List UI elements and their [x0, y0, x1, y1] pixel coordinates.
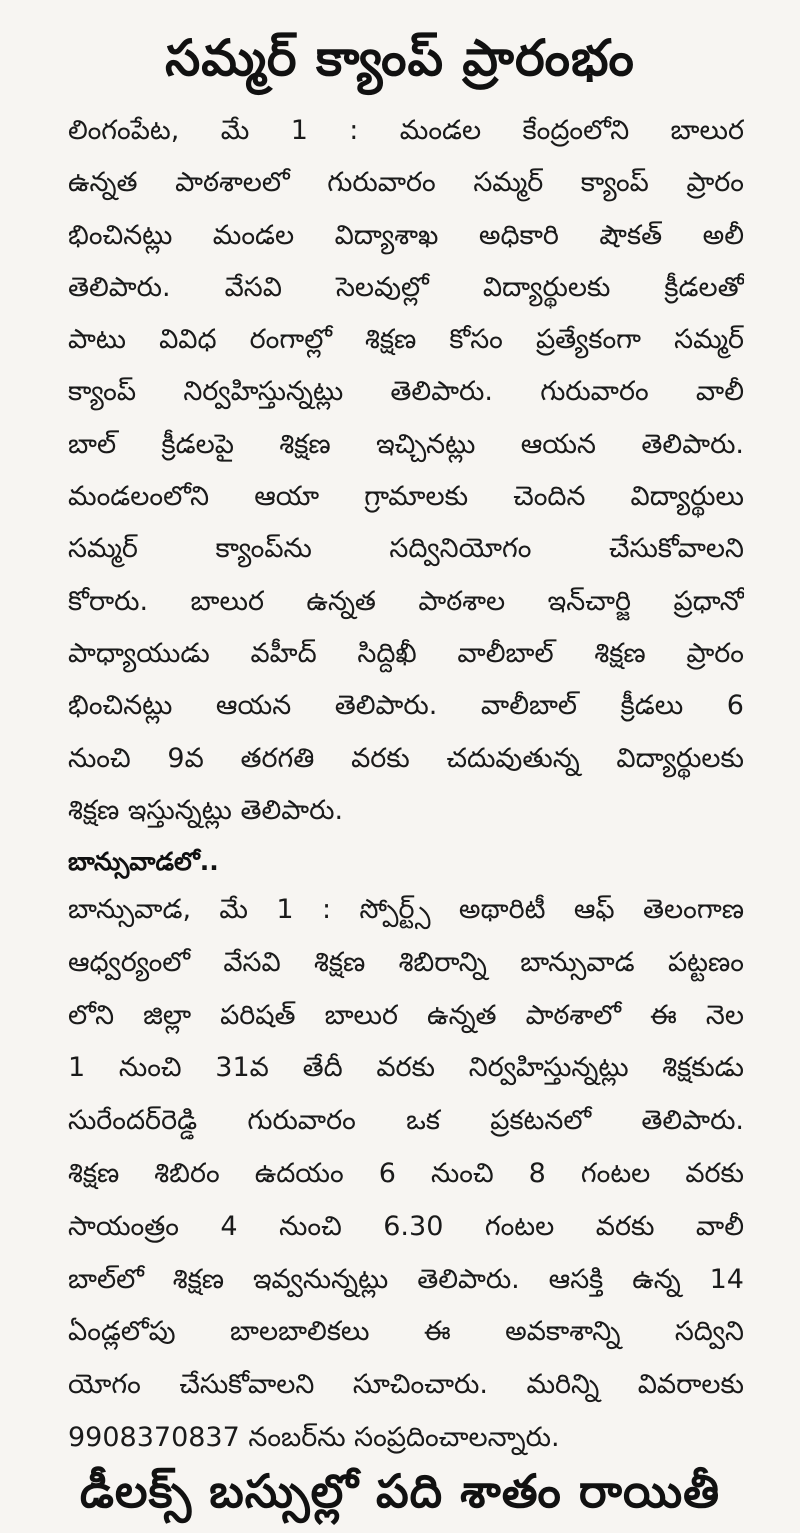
body-line: లింగంపేట, మే 1 : మండల కేంద్రంలోని బాలుర	[68, 115, 744, 146]
section-subheading: బాన్సువాడలో..	[68, 847, 219, 876]
body-line: బాల్ క్రీడలపై శిక్షణ ఇచ్చినట్లు ఆయన తెలిపారు.	[68, 428, 744, 460]
body-line: 1 నుంచి 31వ తేదీ వరకు నిర్వహిస్తున్నట్లు శిక్షకుడు	[68, 1052, 744, 1084]
body-line: పాటు వివిధ రంగాల్లో శిక్షణ కోసం ప్రత్యేకంగా సమ్మర్	[68, 324, 744, 356]
body-line: బాల్‌లో శిక్షణ ఇవ్వనున్నట్లు తెలిపారు. ఆసక్తి ఉన్న 14	[68, 1263, 744, 1295]
body-line: ఆధ్వర్యంలో వేసవి శిక్షణ శిబిరాన్ని బాన్సువాడ పట్టణం	[68, 946, 744, 978]
article-body-lingampet	[68, 105, 744, 840]
body-line: సురేందర్‌రెడ్డి గురువారం ఒక ప్రకటనలో తెలిపారు.	[68, 1105, 744, 1137]
body-line: సమ్మర్ క్యాంప్‌ను సద్వినియోగం చేసుకోవాలని	[68, 533, 744, 565]
body-line: బాన్సువాడ, మే 1 : స్పోర్ట్స్ అథారిటీ ఆఫ్ తెలంగాణ	[68, 894, 744, 925]
body-line: నుంచి 9వ తరగతి వరకు చదువుతున్న విద్యార్థులకు	[68, 742, 744, 774]
body-line: లోని జిల్లా పరిషత్ బాలుర ఉన్నత పాఠశాలో ఈ నెల	[68, 999, 744, 1031]
cut-off-previous-text	[0, 0, 800, 10]
body-line: సాయంత్రం 4 నుంచి 6.30 గంటల వరకు వాలీ	[68, 1210, 744, 1242]
article-body-banswada	[68, 884, 744, 1453]
body-line: 9908370837 నంబర్‌ను సంప్రదించాలన్నారు.	[68, 1421, 560, 1453]
body-line: కోరారు. బాలుర ఉన్నత పాఠశాల ఇన్‌చార్జి ప్రధానో	[68, 585, 744, 617]
body-line: క్యాంప్ నిర్వహిస్తున్నట్లు తెలిపారు. గురువారం వాలీ	[68, 376, 744, 408]
body-line: తెలిపారు. వేసవి సెలవుల్లో విద్యార్థులకు క్రీడలతో	[68, 271, 744, 303]
next-article-headline: డీలక్స్ బస్సుల్లో పది శాతం రాయితీ	[79, 1464, 721, 1518]
body-line: ఉన్నత పాఠశాలలో గురువారం సమ్మర్ క్యాంప్ ప్రారం	[68, 167, 744, 199]
body-line: శిక్షణ శిబిరం ఉదయం 6 నుంచి 8 గంటల వరకు	[68, 1157, 744, 1189]
body-line: పాధ్యాయుడు వహీద్ సిద్దిఖీ వాలీబాల్ శిక్షణ ప్రారం	[68, 637, 744, 669]
body-line: ఏండ్లలోపు బాలబాలికలు ఈ అవకాశాన్ని సద్విని	[68, 1316, 744, 1348]
article-headline: సమ్మర్ క్యాంప్ ప్రారంభం	[165, 29, 635, 87]
body-line: యోగం చేసుకోవాలని సూచించారు. మరిన్ని వివరాలకు	[68, 1369, 744, 1401]
body-line: శిక్షణ ఇస్తున్నట్లు తెలిపారు.	[68, 794, 344, 826]
body-line: మండలంలోని ఆయా గ్రామాలకు చెందిన విద్యార్థులు	[68, 481, 744, 513]
body-line: భించినట్లు ఆయన తెలిపారు. వాలీబాల్ క్రీడలు 6	[68, 690, 744, 722]
body-line: భించినట్లు మండల విద్యాశాఖ అధికారి షౌకత్ అలీ	[68, 219, 744, 251]
